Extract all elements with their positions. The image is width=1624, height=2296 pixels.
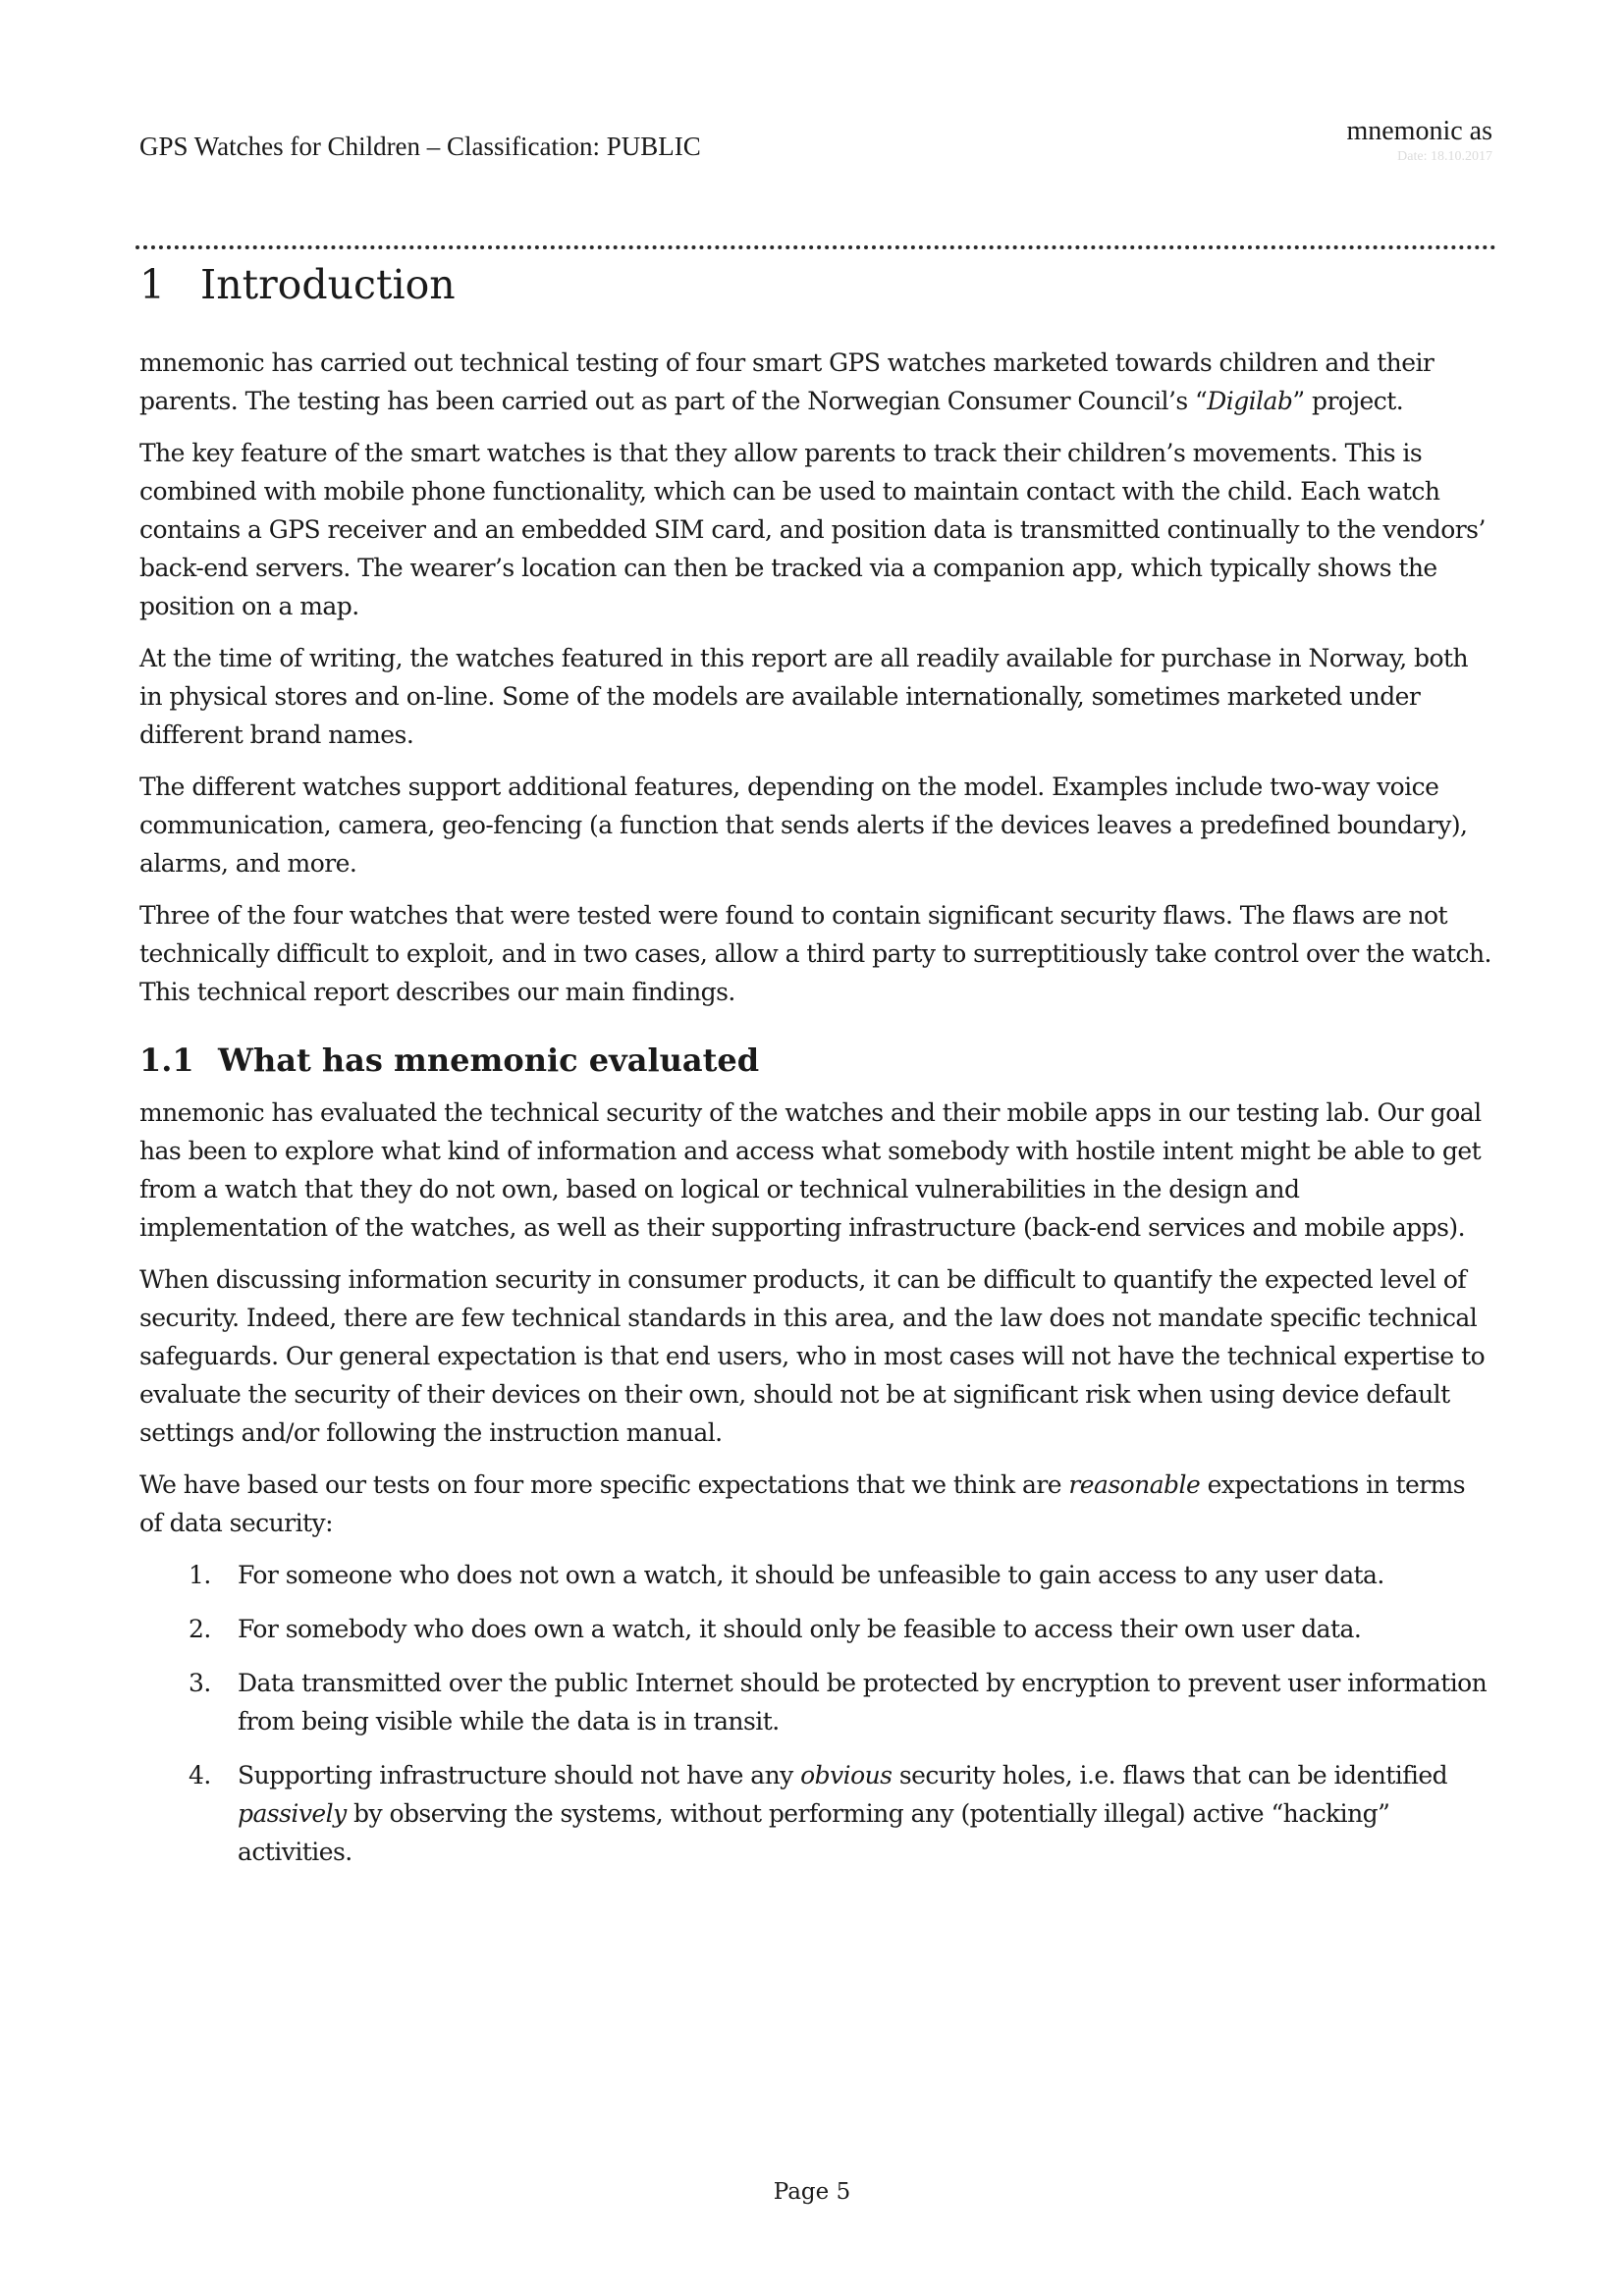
evaluated-paragraph-2: When discussing information security in consumer products, it can be difficult to quantify the expected level of security. Indeed, there are few technical standards in this area, and the law does not mandate specific technical safeguards. Our general expectation is that end users, who in most cases will not have the technical expertise to evaluate the security of their devices on their own, should not be at significant risk when using device default settings and/or following the instruction manual.: [139, 1265, 1486, 1447]
passively-emphasis: passively: [238, 1799, 347, 1828]
list-item-text: Data transmitted over the public Internet should be protected by encryption to prevent user information from being visible while the data is in transit.: [238, 1669, 1488, 1735]
evaluated-paragraph-3: We have based our tests on four more specific expectations that we think are reasonable expectations in terms of data security:: [139, 1470, 1466, 1537]
list-item: [139, 1556, 1494, 1594]
list-item: [139, 1610, 1494, 1648]
list-marker: 2.: [189, 1615, 211, 1643]
evaluated-paragraph-1: mnemonic has evaluated the technical security of the watches and their mobile apps in our testing lab. Our goal has been to explore what kind of information and access what somebody with hostile intent might be able to get from a watch that they do not own, based on logical or technical vulnerabilities in the design and implementation of the watches, as well as their supporting infrastructure (back-end services and mobile apps).: [139, 1098, 1482, 1242]
page-content: [139, 249, 1494, 1887]
list-marker: 3.: [189, 1669, 211, 1697]
page-number: Page 5: [773, 2179, 851, 2205]
list-item-text: For somebody who does own a watch, it should only be feasible to access their own user data.: [238, 1615, 1362, 1643]
intro-paragraph-2: The key feature of the smart watches is that they allow parents to track their children’s movements. This is combined with mobile phone functionality, which can be used to maintain contact with the child. Each watch contains a GPS receiver and an embedded SIM card, and position data is transmitted continually to the vendors’ back-end servers. The wearer’s location can then be tracked via a companion app, which typically shows the position on a map.: [139, 439, 1486, 620]
document-date: Date: 18.10.2017: [1397, 149, 1492, 164]
list-item: [139, 1664, 1494, 1740]
subsection-title: What has mnemonic evaluated: [218, 1041, 760, 1079]
list-marker: 1.: [189, 1561, 211, 1589]
intro-paragraph-5: Three of the four watches that were tested were found to contain significant security flaws. The flaws are not technically difficult to exploit, and in two cases, allow a third party to surreptitiously take control over the watch. This technical report describes our main findings.: [139, 901, 1491, 1006]
obvious-emphasis: obvious: [800, 1761, 893, 1789]
company-name: mnemonic as: [1346, 116, 1492, 146]
intro-paragraph-4: The different watches support additional features, depending on the model. Examples include two-way voice communication, camera, geo-fencing (a function that sends alerts if the devices leaves a predefined boundary), alarms, and more.: [139, 773, 1468, 878]
section-number: 1: [139, 261, 166, 308]
subsection-number: 1.1: [139, 1041, 194, 1079]
list-item-text: Supporting infrastructure should not have any obvious security holes, i.e. flaws that can be identified passively by observing the systems, without performing any (potentially illegal) active “hacking” activities.: [238, 1761, 1448, 1866]
list-item: [139, 1756, 1494, 1871]
expectations-list: [139, 1556, 1494, 1871]
digilab-emphasis: Digilab: [1207, 387, 1293, 415]
section-title: Introduction: [200, 261, 456, 308]
document-header-title: GPS Watches for Children – Classification: PUBLIC: [139, 132, 701, 161]
intro-paragraph-3: At the time of writing, the watches featured in this report are all readily available for purchase in Norway, both in physical stores and on-line. Some of the models are available internationally, sometimes marketed under different brand names.: [139, 644, 1469, 749]
reasonable-emphasis: reasonable: [1068, 1470, 1201, 1499]
list-item-text: For someone who does not own a watch, it should be unfeasible to gain access to any user data.: [238, 1561, 1384, 1589]
subsection-heading-evaluated: [139, 1039, 1494, 1082]
list-marker: 4.: [189, 1761, 211, 1789]
intro-paragraph-1: mnemonic has carried out technical testing of four smart GPS watches marketed towards children and their parents. The testing has been carried out as part of the Norwegian Consumer Council’s “Digilab” project.: [139, 348, 1435, 415]
section-heading-introduction: [139, 255, 1494, 314]
header-right-block: [1346, 116, 1492, 165]
